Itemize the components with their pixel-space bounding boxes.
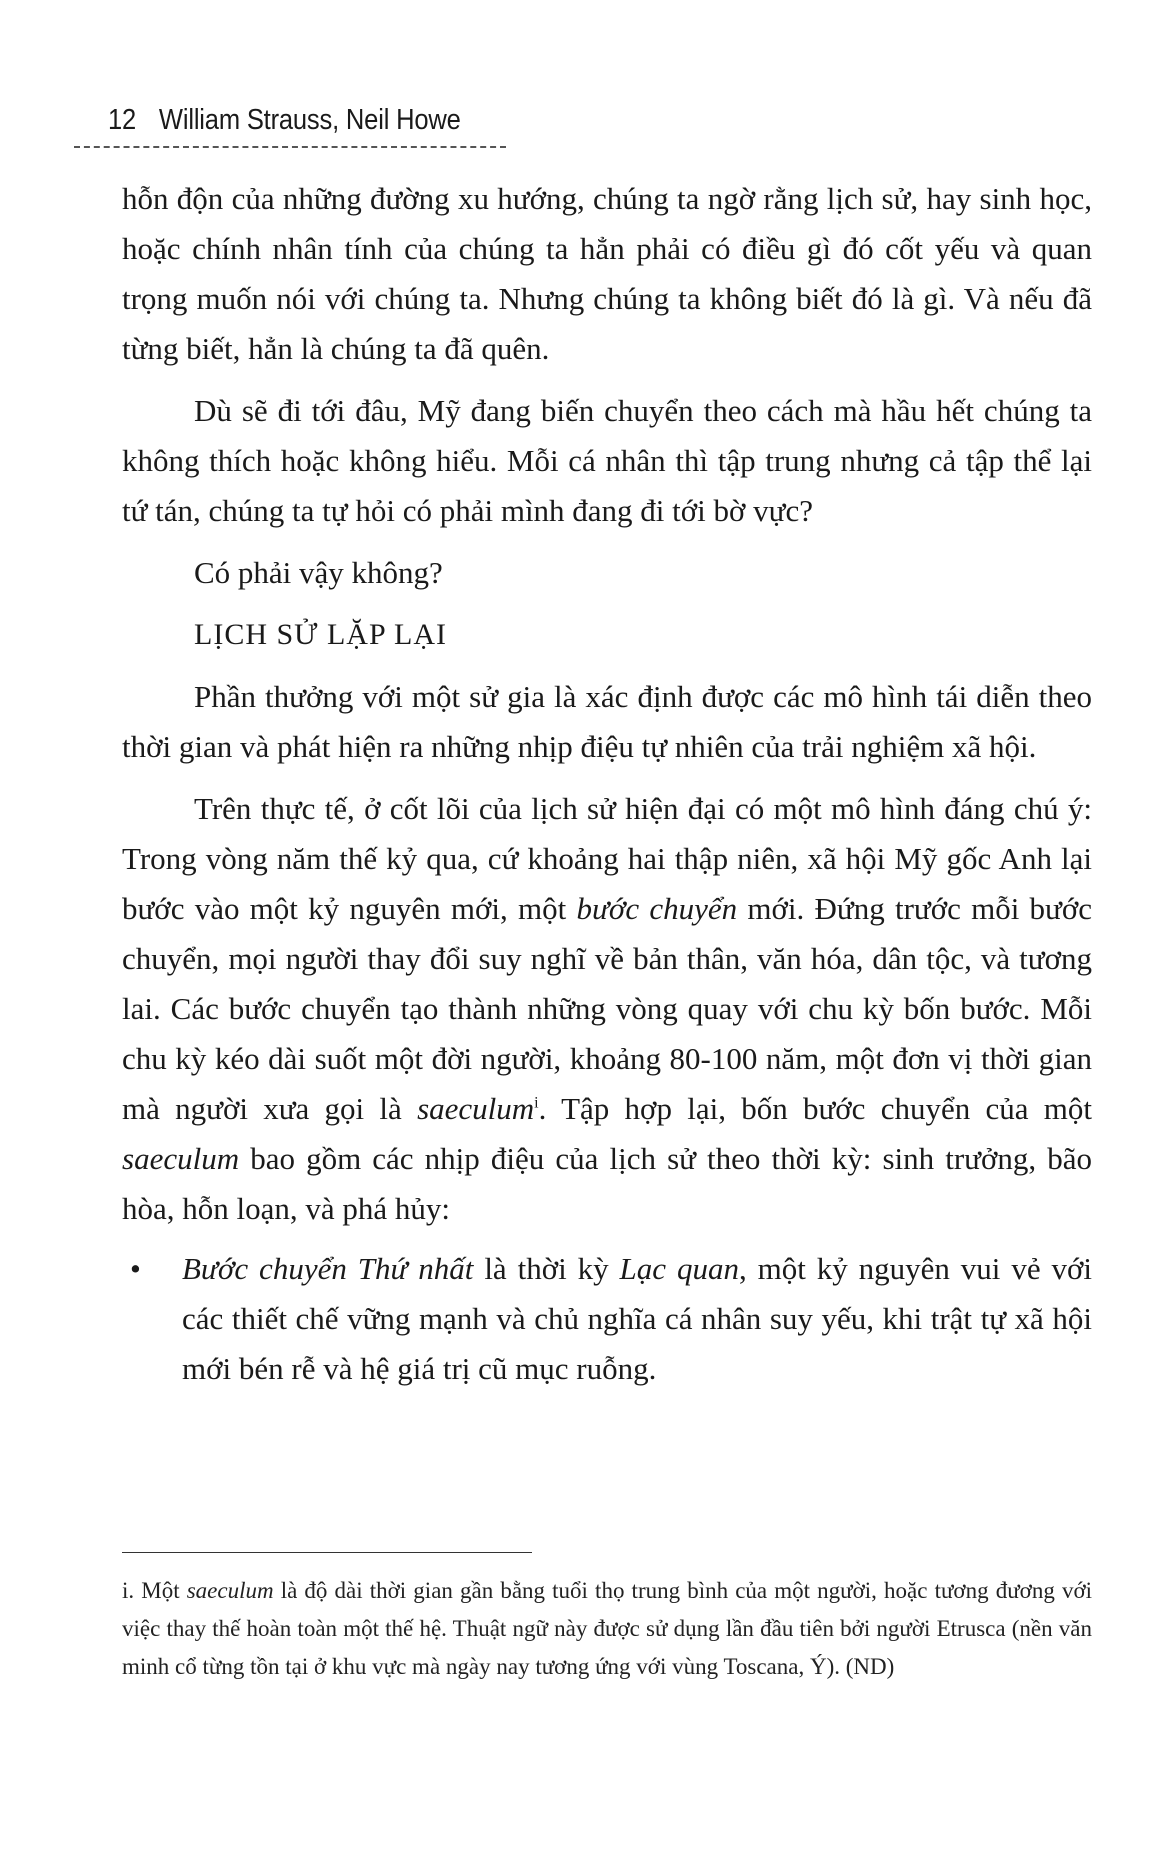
term-saeculum: saeculum (417, 1091, 535, 1126)
footnote-term-saeculum: saeculum (186, 1578, 274, 1603)
running-head-authors: William Strauss, Neil Howe (158, 104, 461, 136)
paragraph-5 (122, 784, 1092, 1234)
paragraph-5-text-2: mới. Đứng trước mỗi bước chuyển, mọi người thay đổi suy nghĩ về bản thân, văn hóa, dân tộc, và tương lai. Các bước chuyển tạo thành những vòng quay với chu kỳ bốn bước. Mỗi chu kỳ kéo dài suốt một đời người, khoảng 80-100 năm, một đơn vị thời gian mà người xưa gọi là (122, 891, 1092, 1126)
running-head (108, 104, 461, 137)
paragraph-5-text-4: bao gồm các nhịp điệu của lịch sử theo thời kỳ: sinh trưởng, bão hòa, hỗn loạn, và phá hủy: (122, 1141, 1092, 1226)
bullet-marker: • (130, 1251, 141, 1286)
page-number: 12 (108, 104, 137, 136)
term-first-turning: Bước chuyển Thứ nhất (182, 1251, 474, 1286)
section-heading: LỊCH SỬ LẶP LẠI (194, 618, 447, 651)
paragraph-4: Phần thưởng với một sử gia là xác định được các mô hình tái diễn theo thời gian và phát hiện ra những nhịp điệu tự nhiên của trải nghiệm xã hội. (122, 679, 1092, 764)
list-item-text-2: , một kỷ nguyên vui vẻ với các thiết chế vững mạnh và chủ nghĩa cá nhân suy yếu, khi trật tự xã hội mới bén rễ và hệ giá trị cũ mục ruỗng. (182, 1251, 1092, 1386)
footnote-divider (122, 1552, 532, 1553)
header-divider (74, 146, 506, 148)
paragraph-2: Dù sẽ đi tới đâu, Mỹ đang biến chuyển theo cách mà hầu hết chúng ta không thích hoặc không hiểu. Mỗi cá nhân thì tập trung nhưng cả tập thể lại tứ tán, chúng ta tự hỏi có phải mình đang đi tới bờ vực? (122, 393, 1092, 528)
list-item-text-1: là thời kỳ (473, 1251, 620, 1286)
turnings-list (122, 1244, 1092, 1394)
paragraph-5-text-3: . Tập hợp lại, bốn bước chuyển của một (538, 1091, 1092, 1126)
term-lac-quan: Lạc quan (619, 1251, 739, 1286)
paragraph-1: hỗn độn của những đường xu hướng, chúng ta ngờ rằng lịch sử, hay sinh học, hoặc chính nhân tính của chúng ta hẳn phải có điều gì đó cốt yếu và quan trọng muốn nói với chúng ta. Nhưng chúng ta không biết đó là gì. Và nếu đã từng biết, hẳn là chúng ta đã quên. (122, 181, 1092, 366)
footnote-text-1: i. Một (122, 1578, 187, 1603)
paragraph-3: Có phải vậy không? (194, 555, 443, 590)
term-saeculum-2: saeculum (122, 1141, 240, 1176)
footnote-ref: i (534, 1094, 539, 1112)
body-text (122, 174, 1092, 1394)
footnote-text (122, 1572, 1092, 1686)
footnote (122, 1572, 1092, 1686)
footnote-text-2: là độ dài thời gian gần bằng tuổi thọ trung bình của một người, hoặc tương đương với việc thay thế hoàn toàn một thế hệ. Thuật ngữ này được sử dụng lần đầu tiên bởi người Etrusca (nền văn minh cổ từng tồn tại ở khu vực mà ngày nay tương ứng với vùng Toscana, Ý). (ND) (122, 1578, 1092, 1679)
list-item (122, 1244, 1092, 1394)
term-buoc-chuyen: bước chuyển (576, 891, 738, 926)
paragraph-5-text-1: Trên thực tế, ở cốt lõi của lịch sử hiện đại có một mô hình đáng chú ý: Trong vòng năm thế kỷ qua, cứ khoảng hai thập niên, xã hội Mỹ gốc Anh lại bước vào một kỷ nguyên mới, một (122, 791, 1092, 926)
